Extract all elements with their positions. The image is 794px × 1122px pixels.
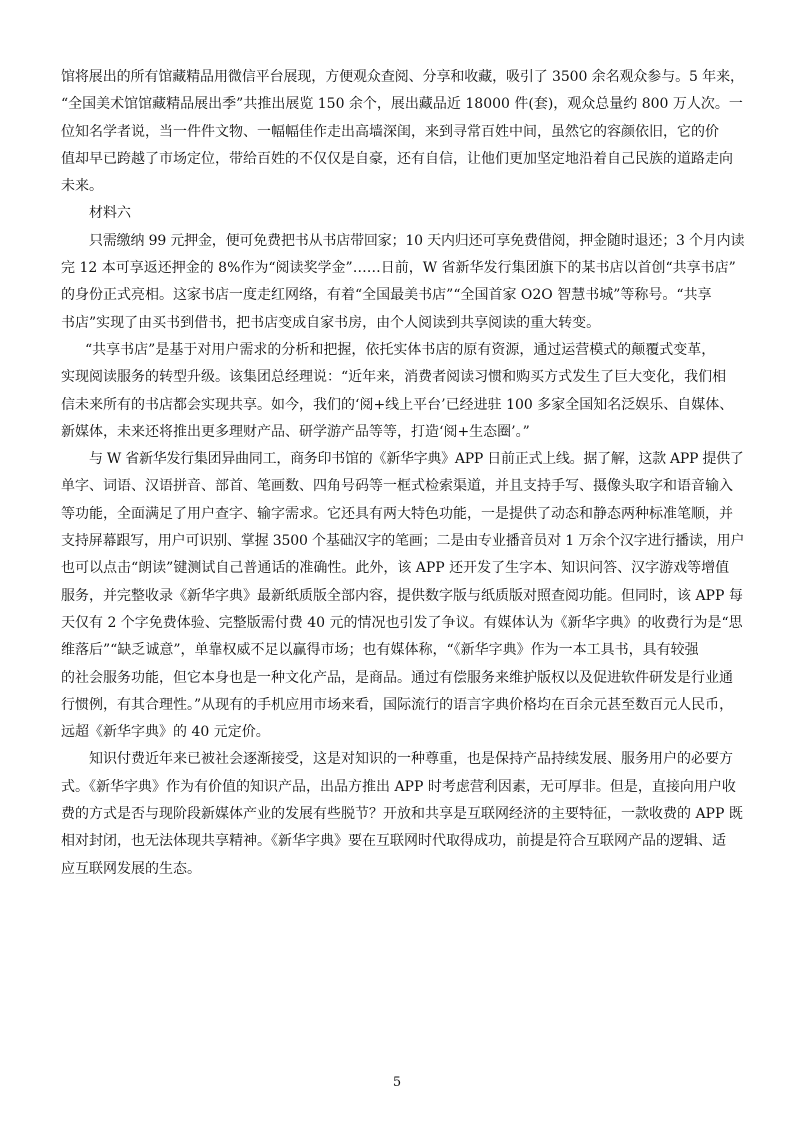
paragraph-5	[61, 746, 744, 882]
text-line: 的身份正式亮相。这家书店一度走红网络，有着“全国最美书店”“全国首家 O2O 智慧书城”等称号。“共享	[61, 287, 712, 304]
text-line: 支持屏幕跟写，用户可识别、掌握 3500 个基础汉字的笔画；二是由专业播音员对 1 万余个汉字进行播读，用户	[61, 533, 745, 550]
text-line: 值却早已跨越了市场定位，带给百姓的不仅仅是自豪，还有自信，让他们更加坚定地沿着自己民族的道路走向	[61, 150, 733, 167]
text-line: 行惯例，有其合理性。”从现有的手机应用市场来看，国际流行的语言字典价格均在百余元甚至数百元人民币，	[61, 696, 734, 713]
text-line: 的社会服务功能，但它本身也是一种文化产品，是商品。通过有偿服务来维护版权以及促进软件研发是行业通	[61, 669, 733, 686]
page-number: 5	[392, 1075, 402, 1090]
text-line: 位知名学者说，当一件件文物、一幅幅佳作走出高墙深闺，来到寻常百姓中间，虽然它的容颜依旧，它的价	[61, 123, 719, 140]
document-page	[61, 64, 744, 883]
text-line: 远超《新华字典》的 40 元定价。	[61, 724, 270, 741]
heading-text: 材料六	[89, 205, 131, 222]
paragraph-1	[61, 64, 744, 200]
text-line: 维落后”“缺乏诚意”，单靠权威不足以赢得市场；也有媒体称，“《新华字典》作为一本工具书，具有较强	[61, 642, 699, 659]
text-line: 应互联网发展的生态。	[61, 860, 201, 877]
text-line: 也可以点击“朗读”键测试自己普通话的准确性。此外，该 APP 还开发了生字本、知识问答、汉字游戏等增值	[61, 560, 730, 577]
text-line: 书店”实现了由买书到借书，把书店变成自家书房，由个人阅读到共享阅读的重大转变。	[61, 314, 601, 331]
text-line: “全国美术馆馆藏精品展出季”共推出展览 150 余个，展出藏品近 18000 件(套)，观众总量约 800 万人次。一	[61, 96, 743, 113]
paragraph-3	[61, 337, 744, 446]
text-line: 式。《新华字典》作为有价值的知识产品，出品方推出 APP 时考虑营利因素，无可厚非。但是，直接向用户收	[61, 778, 736, 795]
text-line: 新媒体，未来还将推出更多理财产品、研学游产品等等，打造‘阅+生态圈’。”	[61, 423, 530, 440]
text-line: 信未来所有的书店都会实现共享。如今，我们的‘阅+线上平台’已经进驻 100 多家全国知名泛娱乐、自媒体、	[61, 396, 734, 413]
text-line: 服务，并完整收录《新华字典》最新纸质版全部内容，提供数字版与纸质版对照查阅功能。但同时，该 APP 每	[61, 587, 743, 604]
text-line: “共享书店”是基于对用户需求的分析和把握，依托实体书店的原有资源，通过运营模式的颠覆式变革，	[85, 341, 716, 358]
section-heading	[61, 200, 744, 227]
text-line: 知识付费近年来已被社会逐渐接受，这是对知识的一种尊重，也是保持产品持续发展、服务用户的必要方	[89, 751, 733, 768]
paragraph-4	[61, 446, 744, 746]
text-line: 等功能，全面满足了用户查字、输字需求。它还具有两大特色功能，一是提供了动态和静态两种标准笔顺，并	[61, 505, 733, 522]
text-line: 只需缴纳 99 元押金，便可免费把书从书店带回家；10 天内归还可享免费借阅，押金随时退还；3 个月内读	[89, 232, 745, 249]
text-line: 相对封闭，也无法体现共享精神。《新华字典》要在互联网时代取得成功，前提是符合互联网产品的逻辑、适	[61, 833, 726, 850]
paragraph-2	[61, 228, 744, 337]
text-line: 完 12 本可享返还押金的 8%作为“阅读奖学金”……日前，W 省新华发行集团旗下的某书店以首创“共享书店”	[61, 260, 736, 277]
text-line: 与 W 省新华发行集团异曲同工，商务印书馆的《新华字典》APP 日前正式上线。据了解，这款 APP 提供了	[89, 451, 744, 468]
text-line: 天仅有 2 个字免费体验、完整版需付费 40 元的情况也引发了争议。有媒体认为《新华字典》的收费行为是“思	[61, 614, 743, 631]
text-line: 馆将展出的所有馆藏精品用微信平台展现，方便观众查阅、分享和收藏，吸引了 3500 余名观众参与。5 年来，	[61, 69, 744, 85]
text-line: 费的方式是否与现阶段新媒体产业的发展有些脱节？开放和共享是互联网经济的主要特征，一款收费的 APP 既	[61, 806, 743, 823]
text-line: 实现阅读服务的转型升级。该集团总经理说：“近年来，消费者阅读习惯和购买方式发生了巨大变化，我们相	[61, 369, 727, 386]
text-line: 未来。	[61, 178, 103, 195]
text-line: 单字、词语、汉语拼音、部首、笔画数、四角号码等一框式检索渠道，并且支持手写、摄像头取字和语音输入	[61, 478, 733, 495]
